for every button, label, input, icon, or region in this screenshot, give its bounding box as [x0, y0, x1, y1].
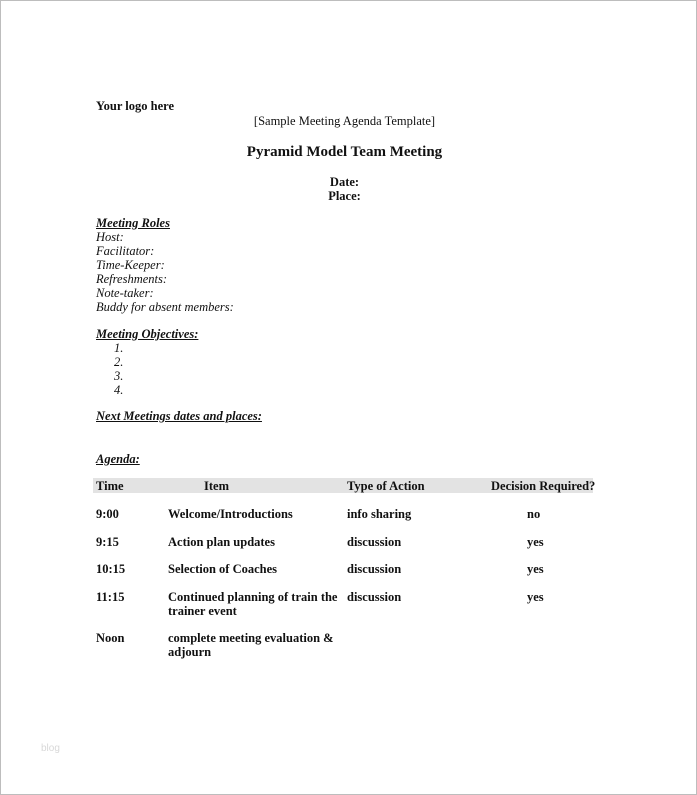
table-cell-item: Action plan updates — [168, 535, 275, 549]
meeting-title: Pyramid Model Team Meeting — [246, 144, 443, 160]
objective-item: 4. — [114, 383, 124, 397]
role-refreshments: Refreshments: — [96, 272, 168, 286]
table-cell-time: 9:15 — [96, 535, 119, 549]
role-time-keeper: Time-Keeper: — [96, 258, 165, 272]
column-header-time: Time — [96, 479, 124, 493]
column-header-type: Type of Action — [347, 479, 425, 493]
watermark: blog — [41, 743, 60, 754]
table-cell-type: discussion — [347, 535, 402, 549]
objective-item: 2. — [114, 355, 124, 369]
place-label: Place: — [328, 189, 361, 203]
table-cell-item: Continued planning of train the trainer event — [168, 590, 338, 618]
logo-placeholder: Your logo here — [96, 99, 175, 113]
table-cell-decision: no — [527, 507, 541, 521]
table-cell-time: 9:00 — [96, 507, 119, 521]
role-note-taker: Note-taker: — [96, 286, 154, 300]
agenda-heading: Agenda: — [96, 452, 140, 466]
date-label: Date: — [329, 175, 360, 189]
table-cell-decision: yes — [527, 590, 544, 604]
column-header-decision: Decision Required? — [491, 479, 596, 493]
role-facilitator: Facilitator: — [96, 244, 155, 258]
column-header-item: Item — [204, 479, 229, 493]
table-cell-item: complete meeting evaluation & adjourn — [168, 631, 334, 659]
table-cell-decision: yes — [527, 535, 544, 549]
role-host: Host: — [96, 230, 124, 244]
table-cell-type: discussion — [347, 562, 402, 576]
table-cell-type: discussion — [347, 590, 402, 604]
table-cell-item: Selection of Coaches — [168, 562, 278, 576]
table-cell-type: info sharing — [347, 507, 412, 521]
meeting-objectives-heading: Meeting Objectives: — [96, 327, 199, 341]
objective-item: 3. — [114, 369, 124, 383]
table-cell-decision: yes — [527, 562, 544, 576]
template-title: [Sample Meeting Agenda Template] — [253, 114, 436, 128]
table-cell-time: 10:15 — [96, 562, 126, 576]
objective-item: 1. — [114, 341, 124, 355]
role-buddy: Buddy for absent members: — [96, 300, 234, 314]
meeting-roles-heading: Meeting Roles — [96, 216, 170, 230]
next-meetings-heading: Next Meetings dates and places: — [96, 409, 262, 423]
table-cell-time: 11:15 — [96, 590, 125, 604]
table-cell-item: Welcome/Introductions — [168, 507, 293, 521]
table-cell-time: Noon — [96, 631, 125, 645]
